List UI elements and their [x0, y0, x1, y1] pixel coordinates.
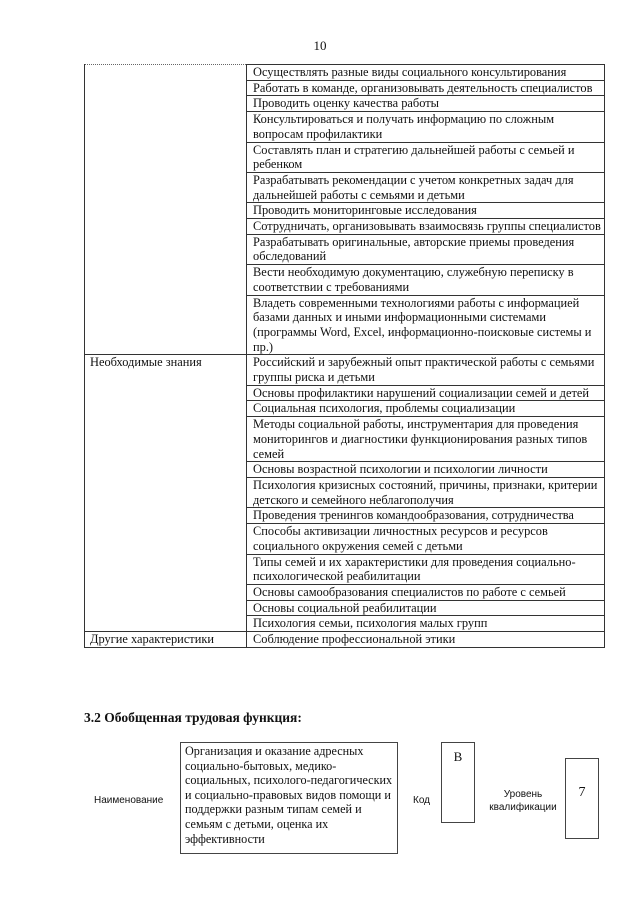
empty-cell	[85, 234, 247, 264]
table-row	[85, 172, 605, 202]
table-row	[85, 295, 605, 355]
empty-cell	[85, 508, 247, 524]
table-row	[85, 142, 605, 172]
table-row	[85, 632, 605, 648]
table-cell: Проведения тренингов командообразования, сотрудничества	[247, 508, 605, 524]
empty-cell	[85, 295, 247, 355]
code-value: В	[441, 742, 475, 823]
name-label: Наименование	[94, 795, 164, 806]
table-row	[85, 600, 605, 616]
table-row	[85, 477, 605, 507]
empty-cell	[85, 172, 247, 202]
empty-cell	[85, 616, 247, 632]
empty-cell	[85, 477, 247, 507]
table-row	[85, 112, 605, 142]
table-cell: Российский и зарубежный опыт практической работы с семьями группы риска и детьми	[247, 355, 605, 385]
empty-cell	[85, 112, 247, 142]
section-title: 3.2 Обобщенная трудовая функция:	[84, 710, 302, 725]
table-cell: Разрабатывать рекомендации с учетом конкретных задач для дальнейшей работы с семьями и детьми	[247, 172, 605, 202]
code-label: Код	[413, 795, 431, 806]
table-cell: Работать в команде, организовывать деятельность специалистов	[247, 80, 605, 96]
table-row	[85, 508, 605, 524]
empty-cell	[85, 417, 247, 462]
table-cell: Социальная психология, проблемы социализации	[247, 401, 605, 417]
table-row	[85, 65, 605, 81]
table-cell: Основы социальной реабилитации	[247, 600, 605, 616]
empty-cell	[85, 584, 247, 600]
other-label: Другие характеристики	[85, 632, 247, 648]
empty-cell	[85, 203, 247, 219]
empty-cell	[85, 265, 247, 295]
level-label: Уровень квалификации	[489, 789, 557, 813]
table-cell: Владеть современными технологиями работы с информацией базами данных и иными информационными системами (программы Word, Excel, информационно-поисковые системы и пр.)	[247, 295, 605, 355]
empty-cell	[85, 600, 247, 616]
table-row	[85, 401, 605, 417]
empty-cell	[85, 462, 247, 478]
empty-cell	[85, 554, 247, 584]
empty-cell	[85, 524, 247, 554]
table-cell: Проводить мониторинговые исследования	[247, 203, 605, 219]
table-row	[85, 385, 605, 401]
table-cell: Типы семей и их характеристики для проведения социально-психологической реабилитации	[247, 554, 605, 584]
table-row	[85, 96, 605, 112]
table-row	[85, 234, 605, 264]
table-cell: Составлять план и стратегию дальнейшей работы с семьей и ребенком	[247, 142, 605, 172]
name-value: Организация и оказание адресных социально-бытовых, медико-социальных, психолого-педагогических и социально-правовых видов помощи и поддержки разным типам семей и семьям с детьми, оценка их эффективности	[180, 742, 398, 854]
table-cell: Способы активизации личностных ресурсов и ресурсов социального окружения семей с детьми	[247, 524, 605, 554]
table-cell: Сотрудничать, организовывать взаимосвязь группы специалистов	[247, 219, 605, 235]
empty-cell	[85, 401, 247, 417]
table-row	[85, 554, 605, 584]
table-cell: Соблюдение профессиональной этики	[247, 632, 605, 648]
table-row	[85, 616, 605, 632]
table-cell: Проводить оценку качества работы	[247, 96, 605, 112]
table-row	[85, 219, 605, 235]
knowledge-label: Необходимые знания	[85, 355, 247, 385]
requirements-table	[84, 64, 605, 648]
table-row	[85, 80, 605, 96]
table-row	[85, 265, 605, 295]
table-row	[85, 203, 605, 219]
table-row	[85, 417, 605, 462]
skills-label-cell	[85, 65, 247, 81]
empty-cell	[85, 142, 247, 172]
empty-cell	[85, 219, 247, 235]
level-value: 7	[565, 758, 599, 839]
table-cell: Основы самообразования специалистов по работе с семьей	[247, 584, 605, 600]
page-number: 10	[313, 38, 327, 53]
empty-cell	[85, 96, 247, 112]
function-block	[84, 742, 604, 862]
table-cell: Консультироваться и получать информацию по сложным вопросам профилактики	[247, 112, 605, 142]
table-cell: Методы социальной работы, инструментария для проведения мониторингов и диагностики функционирования разных типов семей	[247, 417, 605, 462]
table-cell: Вести необходимую документацию, служебную переписку в соответствии с требованиями	[247, 265, 605, 295]
table-row	[85, 584, 605, 600]
table-cell: Разрабатывать оригинальные, авторские приемы проведения обследований	[247, 234, 605, 264]
table-cell: Психология семьи, психология малых групп	[247, 616, 605, 632]
table-cell: Осуществлять разные виды социального консультирования	[247, 65, 605, 81]
table-cell: Основы возрастной психологии и психологии личности	[247, 462, 605, 478]
table-cell: Психология кризисных состояний, причины, признаки, критерии детского и семейного неблагополучия	[247, 477, 605, 507]
table-row	[85, 524, 605, 554]
table-row	[85, 462, 605, 478]
table-row	[85, 355, 605, 385]
empty-cell	[85, 80, 247, 96]
table-cell: Основы профилактики нарушений социализации семей и детей	[247, 385, 605, 401]
empty-cell	[85, 385, 247, 401]
